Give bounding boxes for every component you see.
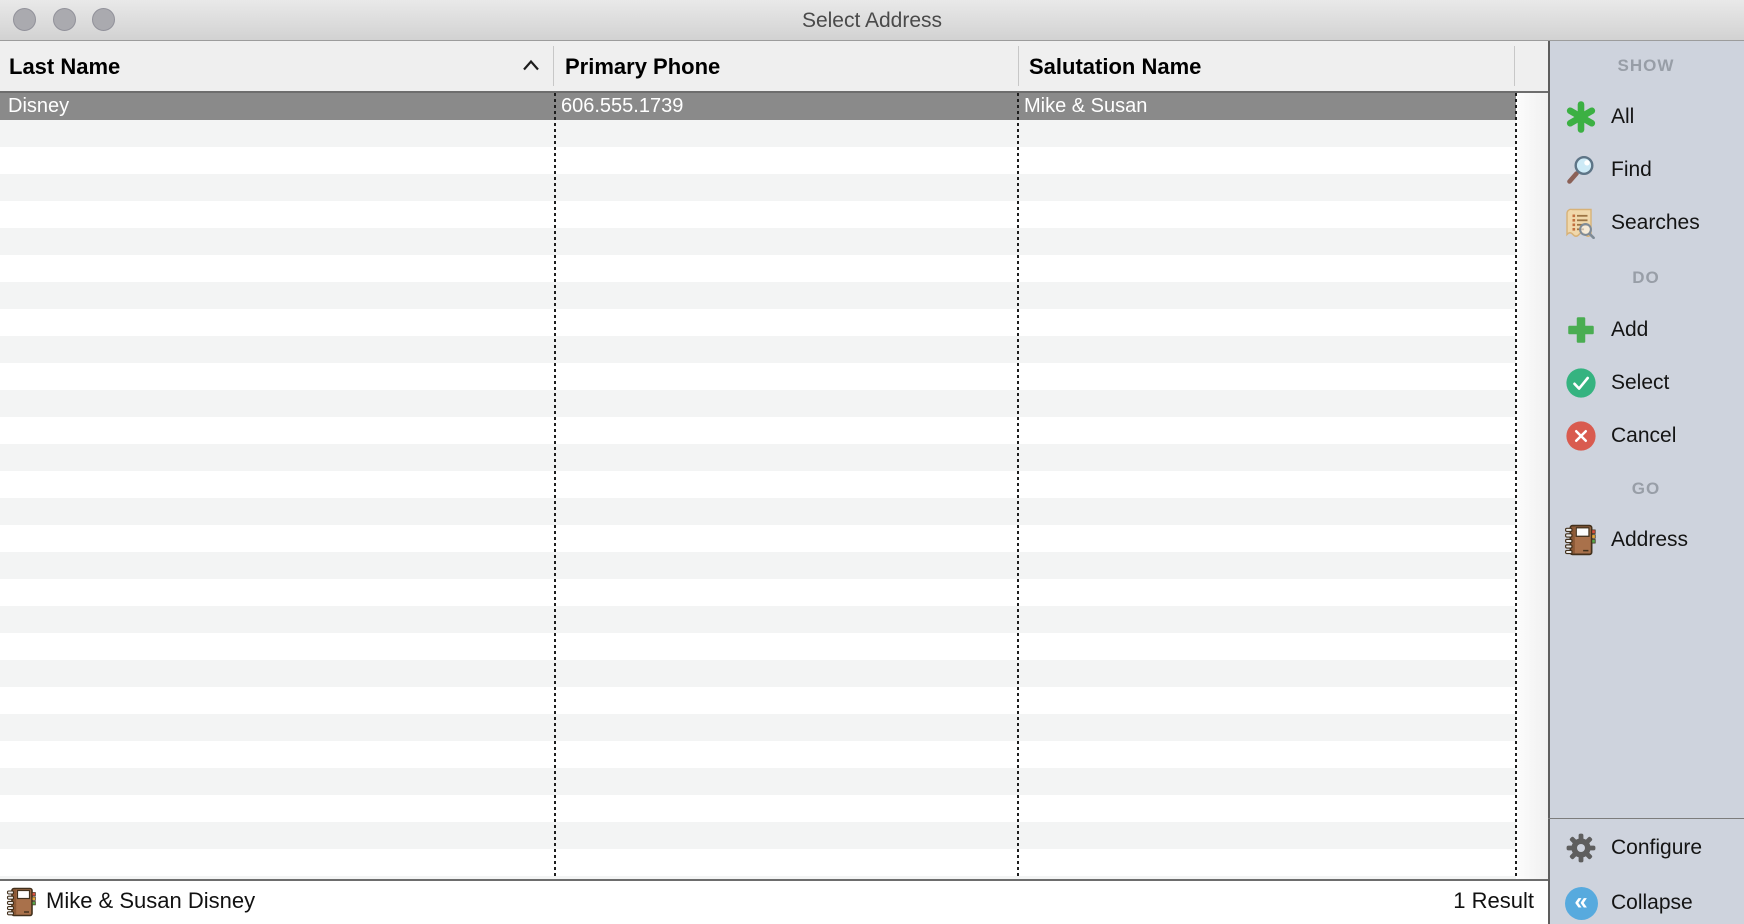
sidebar-item-label: Searches	[1611, 211, 1700, 234]
result-count: 1 Result	[1453, 888, 1534, 913]
sidebar-item-collapse[interactable]	[1564, 885, 1693, 921]
sidebar-item-label: Address	[1611, 528, 1689, 551]
cell-salutation-name: Mike & Susan	[1024, 95, 1148, 117]
sidebar-item-select[interactable]	[1564, 365, 1669, 401]
address-book-icon	[6, 886, 38, 918]
sidebar-item-find[interactable]	[1564, 152, 1652, 188]
sidebar-item-configure[interactable]	[1564, 830, 1702, 866]
sort-ascending-icon	[521, 58, 541, 73]
cell-primary-phone: 606.555.1739	[561, 95, 684, 117]
sidebar-item-label: Select	[1611, 371, 1670, 394]
magnifier-icon	[1564, 153, 1598, 187]
sidebar-item-label: Collapse	[1611, 891, 1693, 914]
sidebar-item-cancel[interactable]	[1564, 418, 1676, 454]
cell-last-name: Disney	[8, 95, 70, 117]
saved-search-icon	[1564, 206, 1598, 240]
x-circle-icon	[1564, 419, 1598, 453]
title-bar[interactable]	[0, 0, 1744, 41]
table-header	[0, 41, 1548, 93]
column-divider	[1514, 46, 1515, 86]
section-header-go: GO	[1631, 479, 1661, 498]
collapse-circle-icon: «	[1564, 886, 1598, 920]
gear-icon	[1564, 831, 1598, 865]
column-separator-dotted	[1515, 93, 1517, 879]
sidebar-item-label: Configure	[1611, 836, 1703, 859]
column-divider	[1018, 46, 1019, 86]
sidebar-item-searches[interactable]	[1564, 205, 1700, 241]
status-bar	[0, 881, 1548, 924]
table-scrollbar-track[interactable]	[1517, 93, 1548, 879]
sidebar-item-add[interactable]	[1564, 312, 1648, 348]
column-separator-dotted	[1017, 93, 1019, 879]
table-body	[0, 93, 1516, 879]
sidebar-item-all[interactable]	[1564, 99, 1634, 135]
sidebar-item-label: All	[1611, 105, 1635, 128]
address-book-icon	[1564, 523, 1598, 557]
column-separator-dotted	[554, 93, 556, 879]
sidebar-item-label: Find	[1611, 158, 1652, 181]
window-title: Select Address	[801, 9, 943, 32]
sidebar-item-label: Add	[1611, 318, 1649, 341]
section-header-show: SHOW	[1617, 56, 1675, 75]
table-row-selected[interactable]	[0, 93, 1516, 120]
check-circle-icon	[1564, 366, 1598, 400]
selection-summary: Mike & Susan Disney	[46, 888, 256, 913]
sidebar-footer-divider	[1548, 818, 1744, 819]
column-header-salutation-name[interactable]: Salutation Name	[1029, 54, 1202, 79]
column-divider	[553, 46, 554, 86]
column-header-last-name[interactable]: Last Name	[9, 54, 121, 79]
section-header-do: DO	[1632, 268, 1660, 287]
column-header-primary-phone[interactable]: Primary Phone	[565, 54, 721, 79]
plus-icon	[1564, 313, 1598, 347]
sidebar-item-address[interactable]	[1564, 522, 1688, 558]
sidebar-item-label: Cancel	[1611, 424, 1677, 447]
asterisk-icon	[1564, 100, 1598, 134]
